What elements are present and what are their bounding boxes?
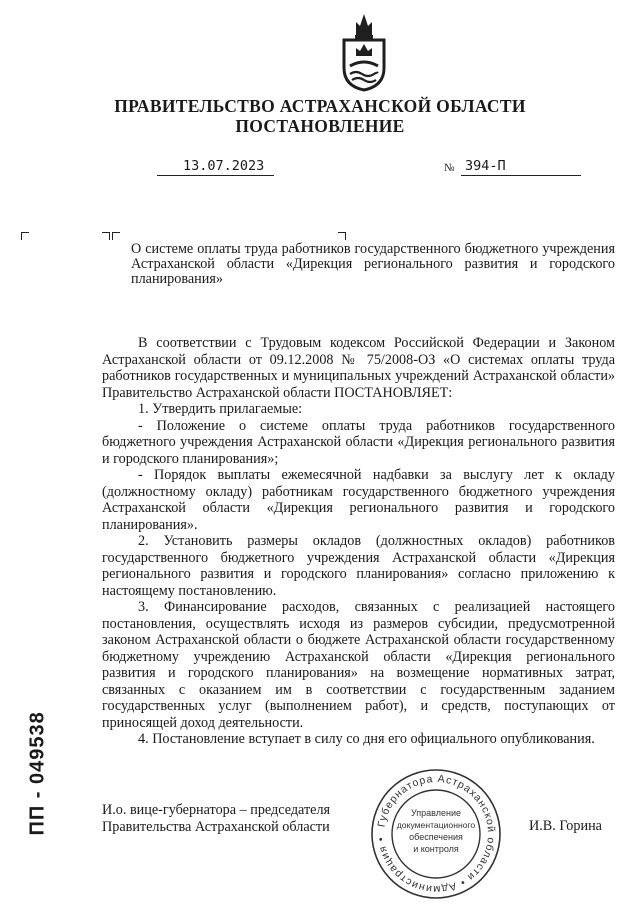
signatory-position — [102, 802, 330, 836]
signatory-name: И.В. Горина — [529, 818, 602, 834]
corner-mark — [112, 232, 120, 240]
coat-of-arms-emblem — [334, 10, 394, 92]
document-body — [102, 335, 615, 748]
body-paragraph: 3. Финансирование расходов, связанных с реализацией настоящего постановления, осуществлять исходя из размеров субсидии, предусмотренной законом Астраханской области о бюджете Астраханской области государственному бюджетному учреждению Астраханской области «Дирекция регионального развития и городского планирования» на возмещение нормативных затрат, связанных с оказанием им в соответствии с государственным заданием государственных услуг (выполнением работ), и средств, поступающих от приносящей доход деятельности. — [102, 599, 615, 731]
number-underline — [461, 175, 581, 176]
stamp-text-line: обеспечения — [409, 832, 463, 842]
body-paragraph: - Положение о системе оплаты труда работников государственного бюджетного учреждения Астраханской области «Дирекция регионального развития и городского планирования»; — [102, 417, 615, 467]
government-title: ПРАВИТЕЛЬСТВО АСТРАХАНСКОЙ ОБЛАСТИ — [114, 96, 526, 116]
stamp-text-line: документационного — [396, 820, 476, 830]
body-paragraph: 1. Утвердить прилагаемые: — [138, 401, 303, 417]
document-subject: О системе оплаты труда работников государственного бюджетного учреждения Астраханской области «Дирекция регионального развития и городского планирования» — [131, 241, 615, 287]
official-stamp — [368, 766, 504, 902]
date-underline — [157, 175, 274, 176]
stamp-text-line: Управление — [410, 808, 462, 818]
side-serial-number: ПП - 049538 — [26, 711, 49, 836]
number-sign: № — [444, 162, 455, 174]
body-paragraph: 4. Постановление вступает в силу со дня его официального опубликования. — [138, 731, 595, 747]
document-number: 394-П — [465, 158, 506, 174]
stamp-ring-text: Губернатора Астраханской области • Администрация • — [375, 772, 498, 896]
signatory-position-line: И.о. вице-губернатора – председателя — [102, 802, 331, 818]
body-paragraph: - Порядок выплаты ежемесячной надбавки за выслугу лет к окладу (должностному окладу) работникам государственного бюджетного учреждения Астраханской области «Дирекция регионального развития и городского планирования». — [102, 467, 615, 533]
signatory-position-line: Правительства Астраханской области — [102, 819, 330, 835]
corner-mark — [102, 232, 110, 240]
document-type-title: ПОСТАНОВЛЕНИЕ — [235, 116, 405, 136]
document-date: 13.07.2023 — [183, 158, 265, 174]
corner-mark — [338, 232, 346, 240]
body-paragraph: 2. Установить размеры окладов (должностных окладов) работников государственного бюджетного учреждения Астраханской области «Дирекция регионального развития и городского планирования» согласно приложению к настоящему постановлению. — [102, 533, 615, 599]
stamp-text-line: и контроля — [413, 844, 459, 854]
body-paragraph: В соответствии с Трудовым кодексом Российской Федерации и Законом Астраханской области от 09.12.2008 № 75/2008-ОЗ «О системах оплаты труда работников государственных и муниципальных учреждений Астраханской области» Правительство Астраханской области ПОСТАНОВЛЯЕТ: — [102, 335, 615, 401]
corner-mark — [21, 232, 29, 240]
